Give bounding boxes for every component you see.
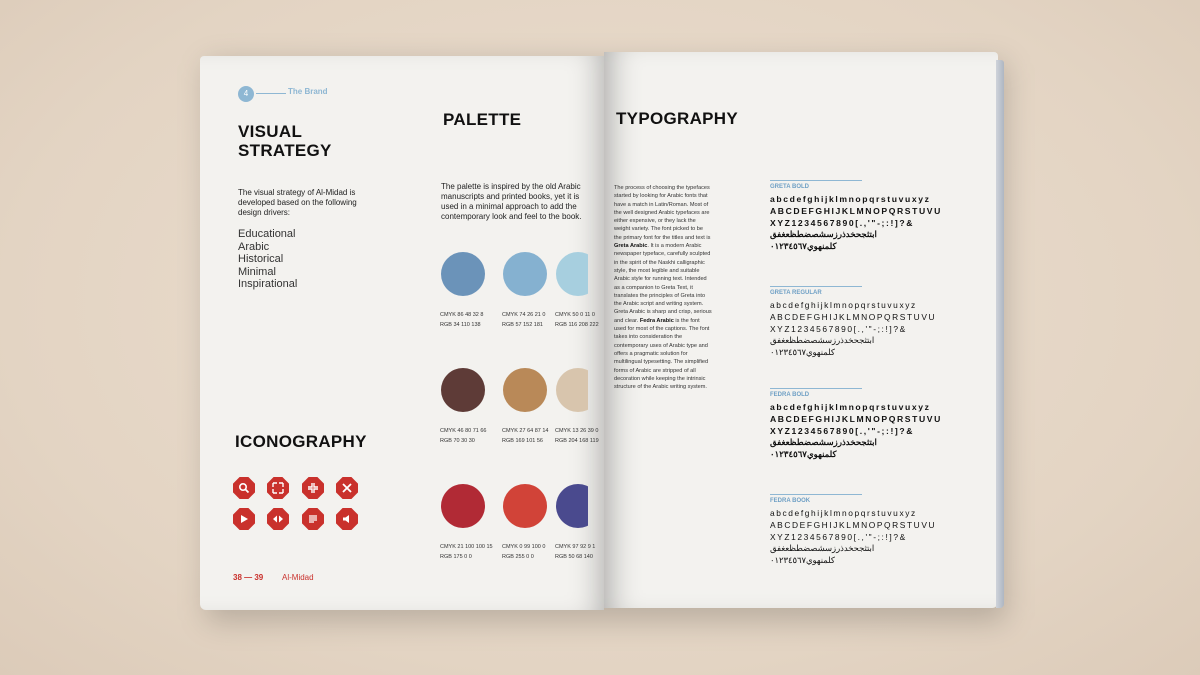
page-numbers: 38 — 39 bbox=[233, 573, 264, 582]
font-specimen bbox=[770, 194, 946, 253]
color-swatch bbox=[441, 368, 485, 412]
header-rule bbox=[256, 93, 286, 94]
specimen-line: XYZ1234567890[.,'"-;:!]?& bbox=[770, 323, 907, 334]
color-swatch bbox=[441, 252, 485, 296]
greta-arabic-label: Greta Arabic bbox=[614, 243, 648, 250]
specimen-line: كلمنهوي٠١٢٣٤٥٦٧ bbox=[770, 555, 835, 566]
specimen-line: XYZ1234567890[.,'"-;:!]?& bbox=[770, 217, 915, 228]
expand-icon bbox=[267, 477, 289, 499]
typography-para-2: It is a modern Arabic newspaper typeface, carefully sculpted in the spirit of the Naskhi calligraphic style, the most legible and suitable Arabic style for running text. Intended as a companion to Greta Text, it translates the principles of Greta into the Arabic script and writing system. Greta Arabic is sharp and crisp, serious and clear. bbox=[614, 243, 712, 324]
color-swatch bbox=[441, 484, 485, 528]
font-name: FEDRA BOLD bbox=[770, 392, 810, 398]
color-swatch bbox=[503, 368, 547, 412]
specimen-line: ابتثجحخدذرزسشصضطظعغفق bbox=[770, 229, 877, 240]
swatch-rgb: RGB 169 101 56 bbox=[502, 438, 543, 444]
arrows-left-right-icon bbox=[267, 508, 289, 530]
swatch-spec bbox=[555, 310, 599, 330]
driver-item: Educational bbox=[238, 228, 296, 240]
swatch-cmyk: CMYK 97 92 9 1 bbox=[555, 544, 596, 550]
driver-item: Minimal bbox=[238, 265, 276, 278]
swatch-cmyk: CMYK 21 100 100 15 bbox=[440, 544, 493, 550]
title-line-1: VISUAL bbox=[238, 122, 303, 141]
font-rule bbox=[770, 180, 862, 181]
driver-item: Inspirational bbox=[238, 278, 298, 290]
collapse-icon bbox=[302, 477, 324, 499]
palette-title: PALETTE bbox=[443, 110, 522, 129]
swatch-cmyk: CMYK 0 99 100 0 bbox=[502, 544, 546, 550]
specimen-line: abcdefghijklmnopqrstuvuxyz bbox=[770, 508, 917, 518]
swatch-rgb: RGB 255 0 0 bbox=[502, 554, 534, 560]
font-name: GRETA BOLD bbox=[770, 184, 809, 190]
swatch-rgb: RGB 50 68 140 bbox=[555, 554, 593, 560]
swatch-cmyk: CMYK 86 48 32 8 bbox=[440, 312, 484, 318]
font-specimen bbox=[770, 300, 946, 359]
specimen-line: ABCDEFGHIJKLMNOPQRSTUVU bbox=[770, 205, 942, 216]
typography-para-1: The process of choosing the typefaces started by looking for Arabic fonts that have a match in Latin/Roman. Most of the well designed Arabic typefaces are either expensive, or they lack the weight variety. The font picked to be the primary font for the titles and text is bbox=[614, 185, 711, 241]
font-rule bbox=[770, 494, 862, 495]
driver-item: Arabic bbox=[238, 240, 270, 253]
font-name: GRETA REGULAR bbox=[770, 290, 822, 296]
specimen-line: XYZ1234567890[.,'"-;:!]?& bbox=[770, 531, 907, 542]
color-swatch bbox=[556, 484, 600, 528]
swatch-rgb: RGB 70 30 30 bbox=[440, 438, 475, 444]
specimen-line: كلمنهوي٠١٢٣٤٥٦٧ bbox=[770, 449, 837, 460]
specimen-line: XYZ1234567890[.,'"-;:!]?& bbox=[770, 425, 915, 436]
swatch-spec bbox=[555, 426, 599, 446]
section-label: The Brand bbox=[288, 87, 328, 96]
swatch-cmyk: CMYK 13 26 39 0 bbox=[555, 428, 599, 434]
swatch-spec bbox=[502, 310, 545, 330]
color-swatch bbox=[556, 368, 600, 412]
search-icon bbox=[233, 477, 255, 499]
swatch-rgb: RGB 204 168 119 bbox=[555, 438, 599, 444]
palette-intro: The palette is inspired by the old Arabic manuscripts and printed books, yet it is used in a minimal approach to add the contemporary look and feel to the book. bbox=[441, 182, 582, 221]
specimen-line: كلمنهوي٠١٢٣٤٥٦٧ bbox=[770, 347, 835, 358]
color-swatch bbox=[556, 252, 600, 296]
driver-item: Historical bbox=[238, 253, 284, 265]
sound-icon bbox=[336, 508, 358, 530]
swatch-rgb: RGB 116 208 222 bbox=[555, 322, 599, 328]
swatch-spec bbox=[555, 542, 595, 562]
iconography-title: ICONOGRAPHY bbox=[235, 432, 367, 451]
specimen-line: ABCDEFGHIJKLMNOPQRSTUVU bbox=[770, 413, 942, 424]
font-specimen bbox=[770, 402, 946, 461]
title-line-2: STRATEGY bbox=[238, 141, 332, 160]
swatch-rgb: RGB 34 110 138 bbox=[440, 322, 481, 328]
swatch-rgb: RGB 175 0 0 bbox=[440, 554, 472, 560]
swatch-spec bbox=[440, 542, 493, 562]
typography-body: The process of choosing the typefaces started by looking for Arabic fonts that have a match in Latin/Roman. Most of the well designed Arabic typefaces are either expensive, or they lack the weight variety. The font picked to be the primary font for the titles and text is Greta Arabic. It is a modern Arabic newspaper typeface, carefully sculpted in the spirit of the Naskhi calligraphic style, the most legible and suitable Arabic style for running text. Intended as a companion to Greta Text, it translates the principles of Greta into the Arabic script and writing system. Greta Arabic is sharp and crisp, serious and clear. Fedra Arabic is the font used for most of the captions. The font takes into consideration the contemporary uses of Arabic type and offers a pragmatic solution for multilingual typesetting. The simplified forms of Arabic are stripped of all decoration while keeping the intrinsic structure of the Arabic writing system. bbox=[614, 185, 712, 391]
swatch-spec bbox=[502, 426, 548, 446]
font-specimen bbox=[770, 508, 946, 567]
page-stack-edge bbox=[996, 60, 1004, 608]
typography-para-3: is the font used for most of the captions. The font takes into consideration the contemporary uses of Arabic type and offers a pragmatic solution for multilingual typesetting. The simplified forms of Arabic are stripped of all decoration while keeping the intrinsic structure of the Arabic writing system. bbox=[614, 317, 710, 391]
specimen-line: ابتثجحخدذرزسشصضطظعغفق bbox=[770, 437, 877, 448]
specimen-line: كلمنهوي٠١٢٣٤٥٦٧ bbox=[770, 241, 837, 252]
swatch-spec bbox=[440, 310, 483, 330]
color-swatch bbox=[503, 252, 547, 296]
close-icon bbox=[336, 477, 358, 499]
color-swatch bbox=[503, 484, 547, 528]
swatch-rgb: RGB 57 152 181 bbox=[502, 322, 543, 328]
specimen-line: abcdefghijklmnopqrstuvuxyz bbox=[770, 402, 931, 412]
font-name: FEDRA BOOK bbox=[770, 498, 811, 504]
swatch-cmyk: CMYK 50 0 11 0 bbox=[555, 312, 595, 318]
swatch-cmyk: CMYK 46 80 71 66 bbox=[440, 428, 487, 434]
font-rule bbox=[770, 388, 862, 389]
swatch-spec bbox=[502, 542, 545, 562]
specimen-line: ابتثجحخدذرزسشصضطظعغفق bbox=[770, 543, 875, 554]
specimen-line: ABCDEFGHIJKLMNOPQRSTUVU bbox=[770, 519, 937, 530]
swatch-spec bbox=[440, 426, 486, 446]
visual-strategy-intro: The visual strategy of Al-Midad is developed based on the following design drivers: bbox=[238, 188, 357, 217]
right-page bbox=[604, 52, 998, 608]
visual-strategy-title bbox=[238, 122, 332, 160]
swatch-cmyk: CMYK 74 26 21 0 bbox=[502, 312, 546, 318]
text-lines-icon bbox=[302, 508, 324, 530]
specimen-line: abcdefghijklmnopqrstuvuxyz bbox=[770, 300, 917, 310]
book-name: Al-Midad bbox=[282, 573, 314, 582]
fedra-arabic-label: Fedra Arabic bbox=[639, 317, 674, 324]
specimen-line: abcdefghijklmnopqrstuvuxyz bbox=[770, 194, 931, 204]
specimen-line: ABCDEFGHIJKLMNOPQRSTUVU bbox=[770, 311, 937, 322]
font-rule bbox=[770, 286, 862, 287]
play-icon bbox=[233, 508, 255, 530]
left-page bbox=[200, 56, 604, 610]
specimen-line: ابتثجحخدذرزسشصضطظعغفق bbox=[770, 335, 875, 346]
design-drivers-list bbox=[238, 228, 297, 291]
swatch-cmyk: CMYK 27 64 87 14 bbox=[502, 428, 549, 434]
page-section-number: 4 bbox=[238, 86, 254, 102]
typography-title: TYPOGRAPHY bbox=[616, 109, 739, 128]
